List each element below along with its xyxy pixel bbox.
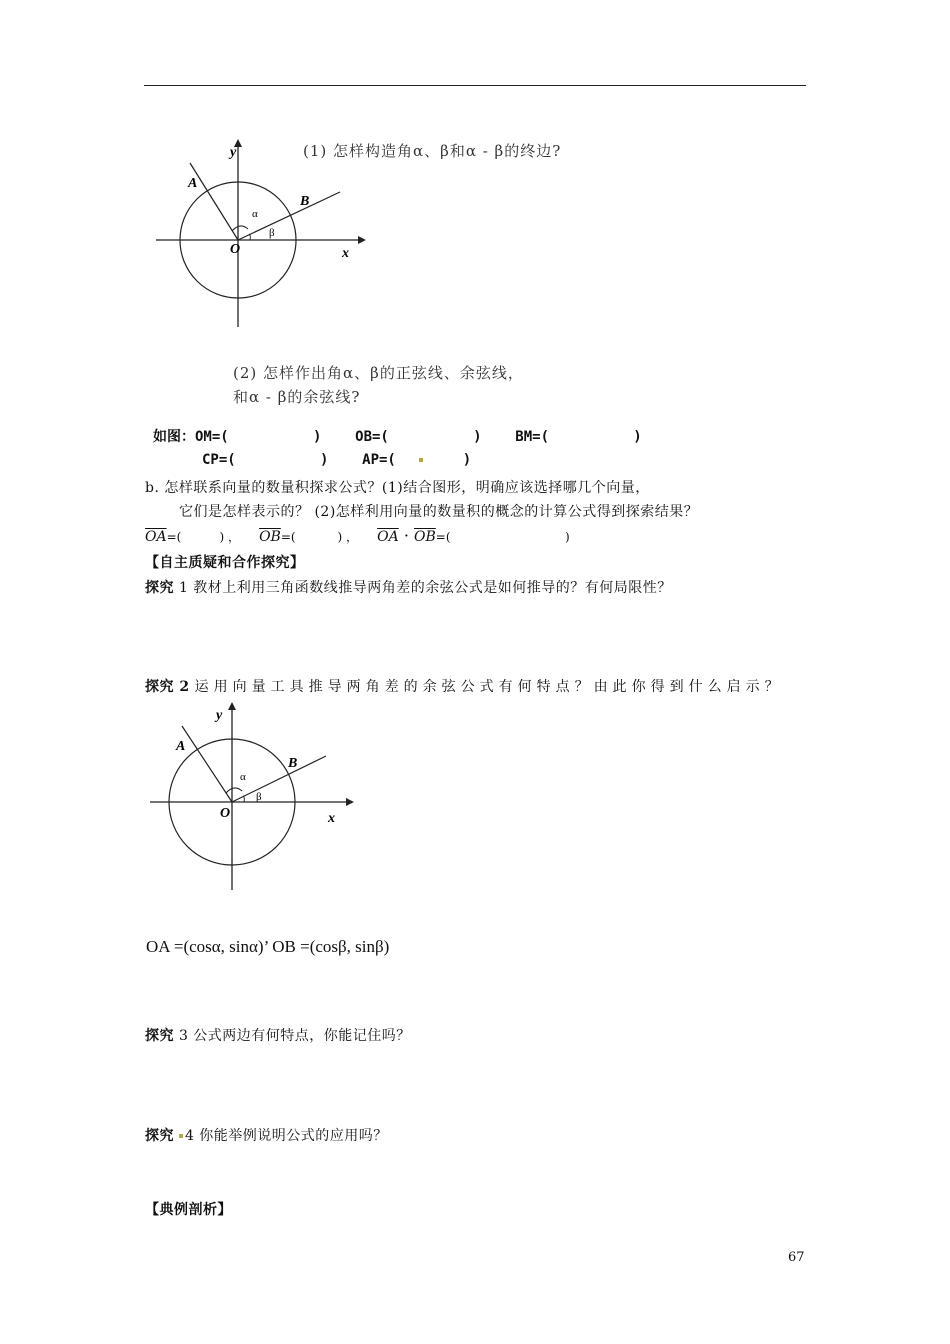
vector-ob-blank: =( ) ， [280, 530, 359, 544]
dot-product-blank: =( ) [435, 530, 570, 544]
ray-ob [232, 756, 326, 802]
dot-operator: · [403, 526, 409, 545]
fill-blanks-line-1: 如图：OM=( ) OB=( ) BM=( ) [153, 429, 642, 445]
section-heading-explore: 【自主质疑和合作探究】 [145, 555, 305, 571]
label-alpha: α [240, 771, 246, 783]
vector-oa: $\overline{OA}$ [145, 529, 167, 545]
section-heading-examples: 【典例剖析】 [145, 1202, 232, 1218]
label-x: x [342, 246, 349, 261]
unit-circle-figure-2 [150, 700, 360, 895]
label-alpha: α [252, 208, 258, 220]
fill-blanks-line-2: CP=( ) AP=( ) [202, 452, 472, 468]
ray-oa [190, 163, 238, 240]
label-b: B [300, 194, 310, 209]
question-2-line-2: 和α - β的余弦线? [233, 388, 361, 406]
explore-1: 探究 1 教材上利用三角函数线推导两角差的余弦公式是如何推导的？有何局限性？ [145, 580, 672, 596]
label-b: B [288, 756, 298, 771]
vector-ob: $\overline{OB}$ [259, 529, 281, 545]
page-number: 67 [788, 1250, 805, 1265]
label-y: y [230, 145, 237, 160]
b-question-line-2: 它们是怎样表示的？ (2)怎样利用向量的数量积的概念的计算公式得到探索结果？ [179, 504, 699, 520]
label-a: A [176, 739, 186, 754]
vector-coordinates-formula: OA =(cosα, sinα)’ OB =(cosβ, sinβ) [146, 937, 390, 956]
explore-4: 探究 4 你能举例说明公式的应用吗？ [145, 1128, 388, 1144]
label-o: O [220, 806, 231, 821]
vector-oa-dot: $\overline{OA}$ [377, 529, 399, 545]
label-beta: β [269, 227, 275, 239]
question-1: (1) 怎样构造角α、β和α - β的终边? [303, 142, 562, 160]
explore-3: 探究 3 公式两边有何特点，你能记住吗？ [145, 1028, 411, 1044]
unit-circle-figure-1 [150, 135, 370, 335]
label-a: A [188, 176, 198, 191]
vector-ob-dot: $\overline{OB}$ [414, 529, 436, 545]
ray-oa [182, 726, 232, 802]
b-question-line-1: b. 怎样联系向量的数量积探求公式？(1)结合图形，明确应该选择哪几个向量， [145, 480, 650, 496]
vector-oa-blank: =( ) ， [166, 530, 240, 544]
label-y: y [216, 708, 223, 723]
explore-2: 探究 2 运用向量工具推导两角差的余弦公式有何特点？由此你得到什么启示？ [145, 679, 784, 695]
label-x: x [328, 811, 335, 826]
label-beta: β [256, 791, 262, 803]
question-2-line-1: (2) 怎样作出角α、β的正弦线、余弦线， [233, 364, 524, 382]
header-rule [144, 85, 806, 86]
vector-blanks-row [145, 526, 570, 545]
label-o: O [230, 242, 241, 257]
